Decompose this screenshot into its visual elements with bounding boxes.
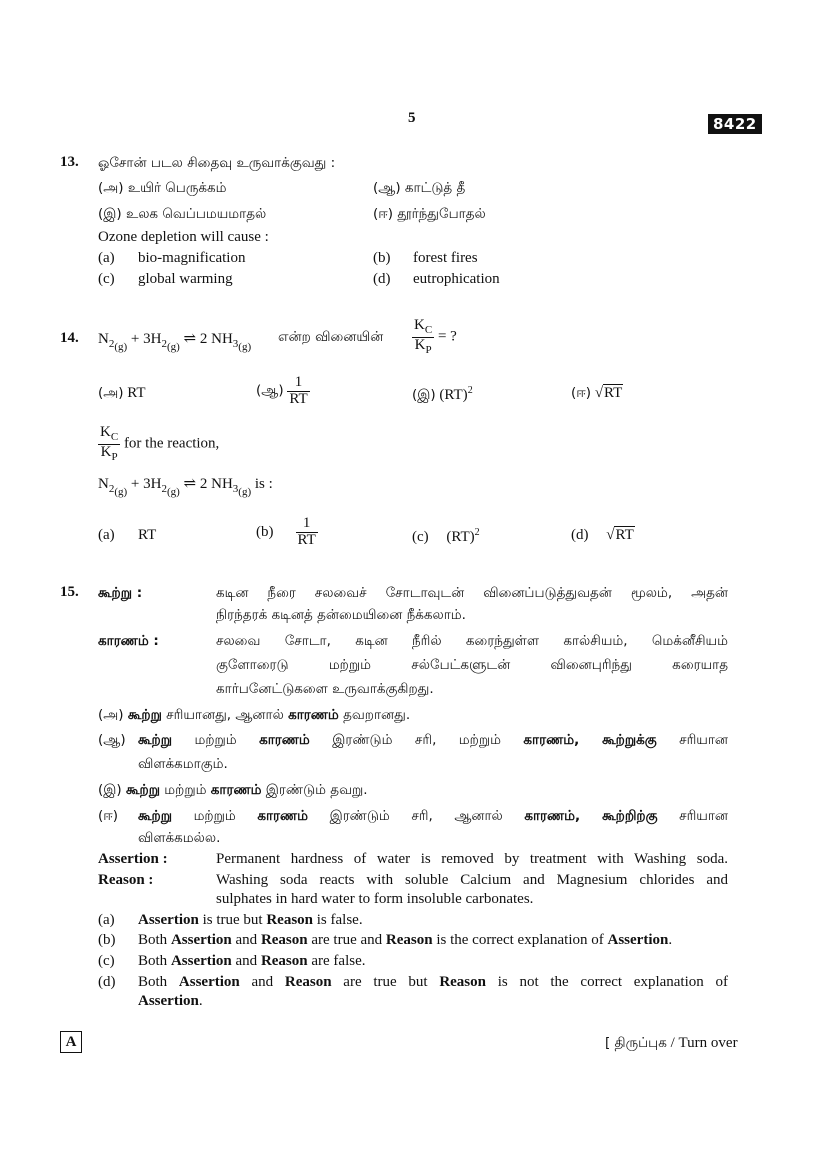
q15-tamil-option-d-line2: விளக்கமல்ல. [138,830,221,846]
q13-english-option-a: (a) bio-magnification [98,250,246,266]
q15-tamil-reason-line2: குளோரைடு மற்றும் சல்பேட்களுடன் வினைபுரிந்து கரையாத [216,657,728,673]
turn-over-label: [ திருப்புக / Turn over [605,1035,738,1051]
q15-english-option-c-label: (c) [98,953,115,969]
q14-english-kc-kp: $\frac{K_C}{K_P}$ for the reaction, [100,424,220,463]
q14-kc-over-kp: $\frac{K_C}{K_P}$ = ? [414,317,457,356]
q15-english-reason-line2: sulphates in hard water to form insoluble carbonates. [216,891,534,907]
q14-english-option-b: (b) $\frac{1}{RT}$ [256,515,316,548]
q15-english-option-a: Assertion is true but Reason is false. [138,912,363,928]
q15-english-option-b: Both Assertion and Reason are true and Reason is the correct explanation of Assertion. [138,932,673,948]
version-box: A [60,1031,82,1053]
q13-english-option-b: (b) forest fires [373,250,478,266]
q13-tamil-question: ஓசோன் படல சிதைவு உருவாக்குவது : [98,155,336,171]
q13-tamil-option-a: (அ) உயிர் பெருக்கம் [98,180,227,196]
page-number: 5 [408,110,416,126]
q15-tamil-assertion-line1: கடின நீரை சலவைச் சோடாவுடன் வினைப்படுத்துவதன் மூலம், அதன் [216,585,728,601]
q15-tamil-reason-line3: கார்பனேட்டுகளை உருவாக்குகிறது. [216,681,434,697]
q15-tamil-reason-line1: சலவை சோடா, கடின நீரில் கரைந்துள்ள கால்சியம், மெக்னீசியம் [216,633,728,649]
question-14-number: 14. [60,330,79,346]
q14-reaction-equation: $N_{2_{(g)}} + 3H_{2_{(g)}}$ ⇌ 2 $NH_{3_{(g)}}$ [98,331,252,354]
q15-tamil-option-c: (இ) கூற்று மற்றும் காரணம் இரண்டும் தவறு. [98,782,368,798]
q15-tamil-assertion-label: கூற்று : [98,585,143,601]
q14-tamil-suffix: என்ற வினையின் [278,329,384,345]
q15-english-option-d: Both Assertion and Reason are true but Reason is not the correct explanation of [138,974,728,990]
paper-code-badge: 8422 [708,114,762,134]
q14-english-reaction: $N_{2_{(g)}} + 3H_{2_{(g)}}$ ⇌ 2 $NH_{3_{(g)}}$ is : [98,476,273,499]
q15-english-option-a-label: (a) [98,912,115,928]
q15-english-option-d-label: (d) [98,974,116,990]
q13-tamil-option-b: (ஆ) காட்டுத் தீ [373,180,466,196]
q15-tamil-option-d: (ஈ) [98,808,119,824]
q15-tamil-option-a: (அ) கூற்று சரியானது, ஆனால் காரணம் தவறானது. [98,707,411,723]
q15-english-assertion-text: Permanent hardness of water is removed by treatment with Washing soda. [216,851,728,867]
q15-tamil-assertion-line2: நிரந்தரக் கடினத் தன்மையினை நீக்கலாம். [216,607,466,623]
q15-tamil-option-b: (ஆ) [98,732,126,748]
q13-english-option-d: (d) eutrophication [373,271,500,287]
q15-english-option-b-label: (b) [98,932,116,948]
q15-tamil-option-b-text: கூற்று மற்றும் காரணம் இரண்டும் சரி, மற்றும் காரணம், கூற்றுக்கு சரியான [138,732,729,748]
q15-tamil-option-d-text: கூற்று மற்றும் காரணம் இரண்டும் சரி, ஆனால் காரணம், கூற்றிற்கு சரியான [138,808,729,824]
question-15-number: 15. [60,584,79,600]
q14-tamil-option-a: (அ) RT [98,385,146,401]
q15-english-reason-label: Reason : [98,872,154,888]
q15-tamil-reason-label: காரணம் : [98,633,159,649]
q13-english-question: Ozone depletion will cause : [98,229,269,245]
q13-english-option-c: (c) global warming [98,271,233,287]
q14-english-option-c: (c) (RT)$^2$ [412,527,480,545]
q15-tamil-option-b-line2: விளக்கமாகும். [138,756,228,772]
q15-english-assertion-label: Assertion : [98,851,168,867]
q13-tamil-option-c: (இ) உலக வெப்பமயமாதல் [98,206,267,222]
q14-tamil-option-d: (ஈ) √RT [571,385,623,401]
q13-tamil-option-d: (ஈ) தூர்ந்துபோதல் [373,206,486,222]
q14-tamil-option-c: (இ) (RT)$^2$ [412,385,473,403]
q14-tamil-option-b: (ஆ) $\frac{1}{RT}$ [256,374,308,407]
q15-english-reason-line1: Washing soda reacts with soluble Calcium and Magnesium chlorides and [216,872,728,888]
question-13-number: 13. [60,154,79,170]
q15-english-option-d-line2: Assertion. [138,993,203,1009]
q14-english-option-d: (d) √RT [571,527,634,543]
q15-english-option-c: Both Assertion and Reason are false. [138,953,366,969]
q14-english-option-a: (a) RT [98,527,157,543]
